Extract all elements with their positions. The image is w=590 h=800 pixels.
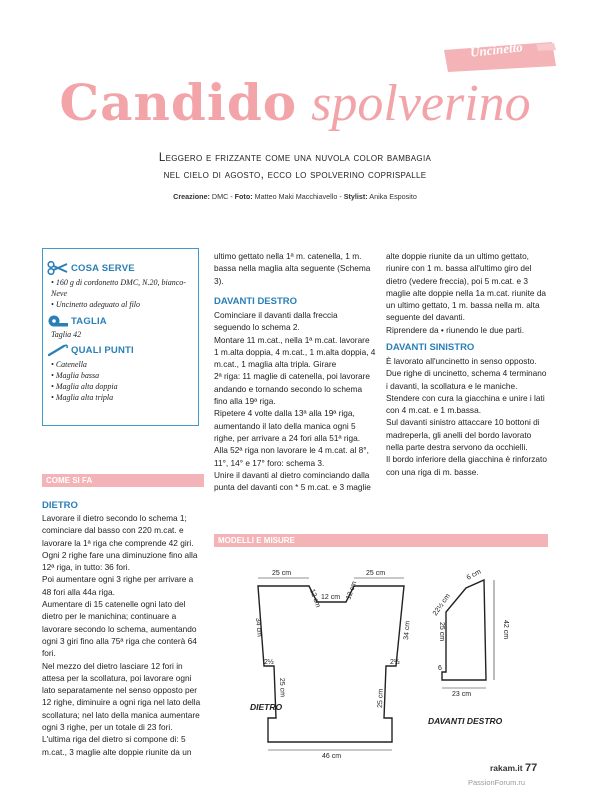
subtitle-line: nel cielo di agosto, ecco lo spolverino coprispalle [163,169,427,181]
paragraph: Cominciare il davanti dalla freccia seguendo lo schema 2. [214,310,338,333]
box-title: QUALI PUNTI [71,344,134,356]
dietro-instructions [42,512,204,758]
section-bar-come-si-fa: COME SI FA [42,474,204,487]
crochet-hook-icon [47,343,69,357]
davanti-destro-instructions [214,309,376,493]
section-heading-davanti-destro: DAVANTI DESTRO [214,296,298,307]
measure-label: 2½ [264,659,274,666]
article-subtitle [0,150,590,184]
paragraph: Stendere con cura la giacchina e unire i lati con 4 m.cat. e 1 m.bassa. [386,392,545,416]
list-item: • Catenella [51,359,194,370]
credits: Creazione: DMC - Foto: Matteo Maki Macchiavello - Stylist: Anika Esposito [173,192,417,201]
list-item: • 160 g di cordonetto DMC, N.20, bianco-Neve [51,277,194,299]
dietro-outline [258,586,404,742]
section-heading-davanti-sinistro: DAVANTI SINISTRO [386,342,475,353]
paragraph: Sul davanti sinistro attaccare 10 bottoni di madreperla, gli anelli del bordo lavorato nella parte destra servono da occhielli. [386,417,540,453]
cosa-serve-heading [47,261,194,275]
taglia-heading [47,314,194,328]
measure-label: 2½ [390,659,400,666]
paragraph: È lavorato all'uncinetto in senso opposto. [386,356,537,366]
measure-label: 23 cm [452,691,472,698]
list-item: • Maglia alta tripla [51,392,194,403]
credits-value: Anika Esposito [369,192,417,201]
measure-label: 25 cm [272,570,292,577]
measure-label: 25 cm [438,622,445,642]
measure-label: 42 cm [502,620,509,640]
page-footer [490,762,537,774]
credits-label: Creazione: [173,192,210,201]
title-script: spolverino [311,75,531,132]
title-main: Candido [59,73,298,132]
materials-box [42,248,199,426]
paragraph: Alla 52ª riga non lavorare le 4 m.cat. al 8°, 11°, 14° e 17° foro: schema 3. [214,445,369,468]
size-value: Taglia 42 [51,330,82,339]
measure-label: 25 cm [278,677,286,698]
site-name: rakam.it [490,763,523,773]
measure-label: 25 cm [377,688,385,709]
list-item: • Uncinetto adeguato al filo [51,299,194,310]
punti-heading [47,343,194,357]
davanti-sinistro-instructions [386,355,548,478]
credits-label: Foto: [234,192,253,201]
measure-label: 34 cm [254,617,263,638]
paragraph: Ogni 2 righe fare una diminuzione fino alla 12ª riga, in tutto: 36 fori. [42,549,198,573]
article-title [0,73,590,133]
category-label: Uncinetto [469,39,524,60]
paragraph: 2ª riga: 11 maglie di catenella, poi lavorare andando e tornando secondo lo schema fino alla 19ª riga. [214,371,371,407]
paragraph: alte doppie riunite da un ultimo gettato, riunire con 1 m. bassa all'ultimo giro del dietro (vedere freccia), poi 5 m.cat. e 3 maglie alte doppie nella 1a m.cat. riunite da un ultimo gettato, 1 m. bassa nella m. alta seguente del davanti. [386,251,547,323]
paragraph: Lavorare il dietro secondo lo schema 1; cominciare dal basso con 220 m.cat. e lavorare la 1ª riga che comprende 42 giri. [42,513,194,548]
materials-list [51,277,194,310]
paragraph: Riprendere da • riunendo le due parti. [386,324,525,335]
list-item: • Maglia bassa [51,370,194,381]
paragraph: Poi aumentare ogni 3 righe per arrivare a 48 fori alla 44a riga. [42,574,194,597]
credits-value: DMC [211,192,229,201]
measure-label: 46 cm [322,753,342,760]
box-title: COSA SERVE [71,262,135,274]
dietro-label: DIETRO [250,702,283,712]
paragraph: Ripetere 4 volte dalla 13ª alla 19ª riga, aumentando il lato della manica ogni 5 righe, per arrivare a 24 fori alla 51ª riga. [214,408,361,443]
paragraph: Il bordo inferiore della giacchina è rinforzato con una riga di m. basse. [386,454,547,477]
section-heading-dietro: DIETRO [42,500,78,511]
measure-label: 22½ cm [431,592,452,618]
tape-measure-icon [47,314,69,328]
continuation-text [386,250,548,336]
page-number: 77 [524,762,538,774]
list-item: • Maglia alta doppia [51,381,194,392]
scissors-icon [47,261,69,275]
paragraph: Aumentare di 15 catenelle ogni lato del dietro per le manichina; continuare a lavorare secondo lo schema, aumentando ogni 3 giri fino alla 75ª riga che conterà 64 fori. [42,599,197,659]
measure-label: 25 cm [366,570,386,577]
measure-label: 6 [438,665,442,672]
measure-label: 34 cm [403,620,412,641]
davanti-destro-label: DAVANTI DESTRO [428,716,503,726]
subtitle-line: Leggero e frizzante come una nuvola color bambagia [158,152,432,164]
measure-label: 12 cm [321,594,341,601]
stitches-list [51,359,194,403]
watermark: PassionForum.ru [468,778,526,787]
pattern-schematic [214,560,548,760]
credits-label: Stylist: [343,192,368,201]
box-title: TAGLIA [71,315,107,327]
measure-label: 6 cm [465,568,483,582]
measure-label: 12 cm [308,588,322,609]
paragraph: Nel mezzo del dietro lasciare 12 fori in attesa per la scollatura, poi lavorare ogni lato separatamente nel senso opposto per 12 righe, diminuire a ogni riga nel lato della scollatura; nel lato della manica aumentare ogni 3 righe, per un totale di 23 fori. [42,660,201,733]
paragraph: Unire il davanti al dietro cominciando dalla punta del davanti con * 5 m.cat. e 3 maglie [214,469,371,493]
measure-label: 12 cm [345,580,359,601]
paragraph: Montare 11 m.cat., nella 1ª m.cat. lavorare 1 m.alta doppia, 4 m.cat., 1 m.alta doppia, 4 m.cat., 1 maglia alta tripla. Girare [214,334,376,370]
paragraph: Due righe di uncinetto, schema 4 terminano i davanti, la scollatura e le maniche. [386,368,547,391]
credits-value: Matteo Maki Macchiavello [254,192,338,201]
continuation-text: ultimo gettato nella 1ª m. catenella, 1 m. bassa nella maglia alta seguente (Schema 3). [214,251,371,286]
paragraph: L'ultima riga del dietro si compone di: 5 m.cat., 3 maglie alte doppie riunite da un [42,734,192,757]
section-bar-modelli: MODELLI E MISURE [214,534,548,547]
